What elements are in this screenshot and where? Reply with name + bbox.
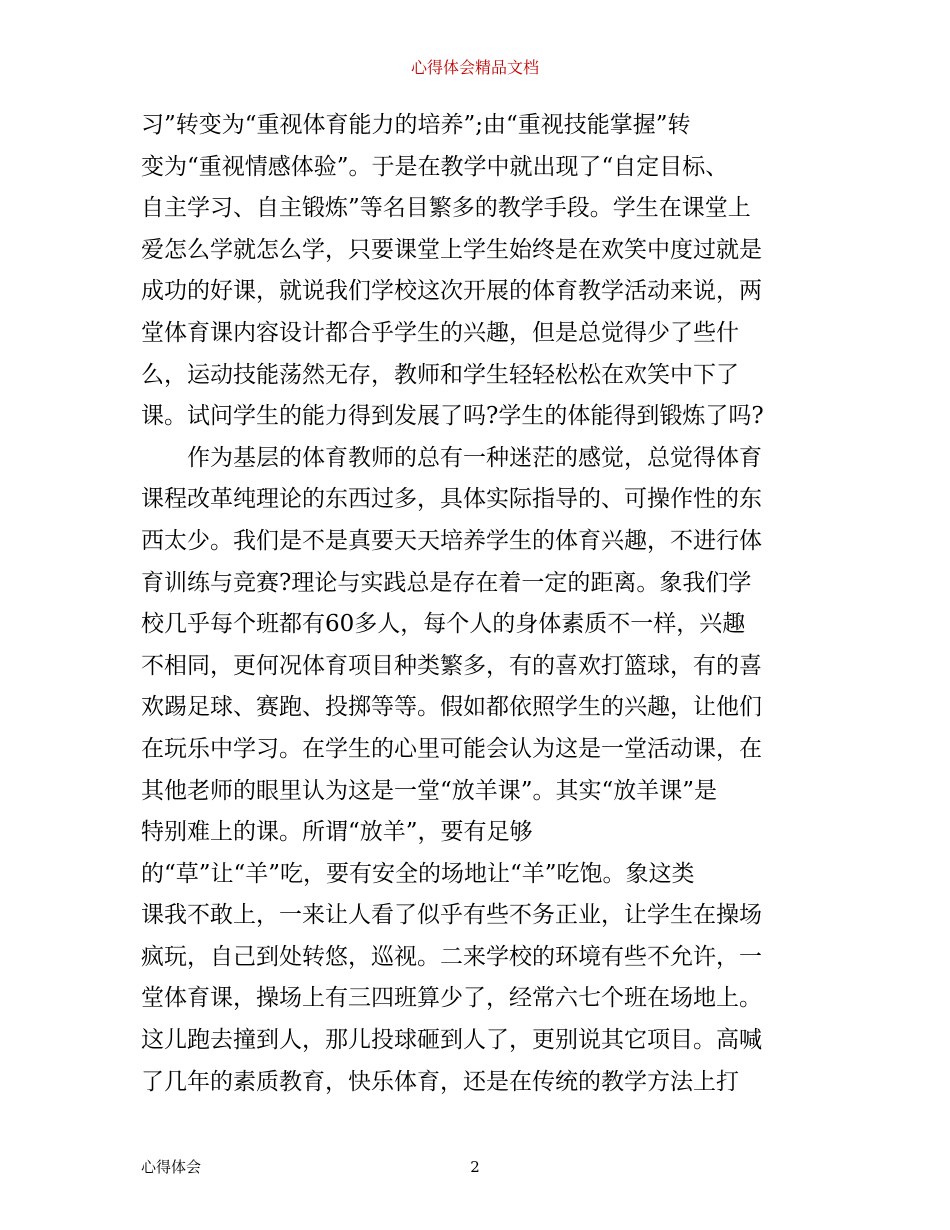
page-number: 2 [470,1158,480,1176]
text-line: 的“草”让“羊”吃，要有安全的场地让“羊”吃饱。象这类 [141,860,695,887]
text-line: 在玩乐中学习。在学生的心里可能会认为这是一堂活动课，在 [141,735,762,762]
text-line: 成功的好课，就说我们学校这次开展的体育教学活动来说，两 [141,278,762,305]
text-line: 么，运动技能荡然无存，教师和学生轻轻松松在欢笑中下了 [141,361,739,388]
text-line: 了几年的素质教育，快乐体育，还是在传统的教学方法上打 [141,1068,739,1095]
footer-label: 心得体会 [141,1158,202,1176]
text-line: 作为基层的体育教师的总有一种迷茫的感觉，总觉得体育 [187,444,762,471]
text-line: 育训练与竞赛?理论与实践总是存在着一定的距离。象我们学 [141,569,752,596]
text-line: 堂体育课内容设计都合乎学生的兴趣，但是总觉得少了些什 [141,319,739,346]
text-line: 自主学习、自主锻炼”等名目繁多的教学手段。学生在课堂上 [141,195,751,222]
document-body [141,105,821,1103]
text-line: 疯玩，自己到处转悠，巡视。二来学校的环境有些不允许，一 [141,943,762,970]
text-line: 特别难上的课。所谓“放羊”，要有足够 [141,819,533,846]
text-line: 课我不敢上，一来让人看了似乎有些不务正业，让学生在操场 [141,902,762,929]
text-line: 欢踢足球、赛跑、投掷等等。假如都依照学生的兴趣，让他们 [141,694,762,721]
text-line: 这儿跑去撞到人，那儿投球砸到人了，更别说其它项目。高喊 [141,1027,762,1054]
text-line: 不相同，更何况体育项目种类繁多，有的喜欢打篮球，有的喜 [141,652,762,679]
text-line: 变为“重视情感体验”。于是在教学中就出现了“自定目标、 [141,153,729,180]
text-line: 习”转变为“重视体育能力的培养”;由“重视技能掌握”转 [141,112,691,138]
text-line: 课。试问学生的能力得到发展了吗?学生的体能得到锻炼了吗? [141,403,764,430]
text-line: 西太少。我们是不是真要天天培养学生的体育兴趣，不进行体 [141,527,762,554]
page-header-title: 心得体会精品文档 [410,58,539,77]
text-line: 其他老师的眼里认为这是一堂“放羊课”。其实“放羊课”是 [141,777,718,804]
text-line: 堂体育课，操场上有三四班算少了，经常六七个班在场地上。 [141,985,762,1012]
text-line: 爱怎么学就怎么学，只要课堂上学生始终是在欢笑中度过就是 [141,236,762,263]
text-line: 课程改革纯理论的东西过多，具体实际指导的、可操作性的东 [141,486,762,513]
text-line: 校几乎每个班都有60多人，每个人的身体素质不一样，兴趣 [141,611,746,638]
